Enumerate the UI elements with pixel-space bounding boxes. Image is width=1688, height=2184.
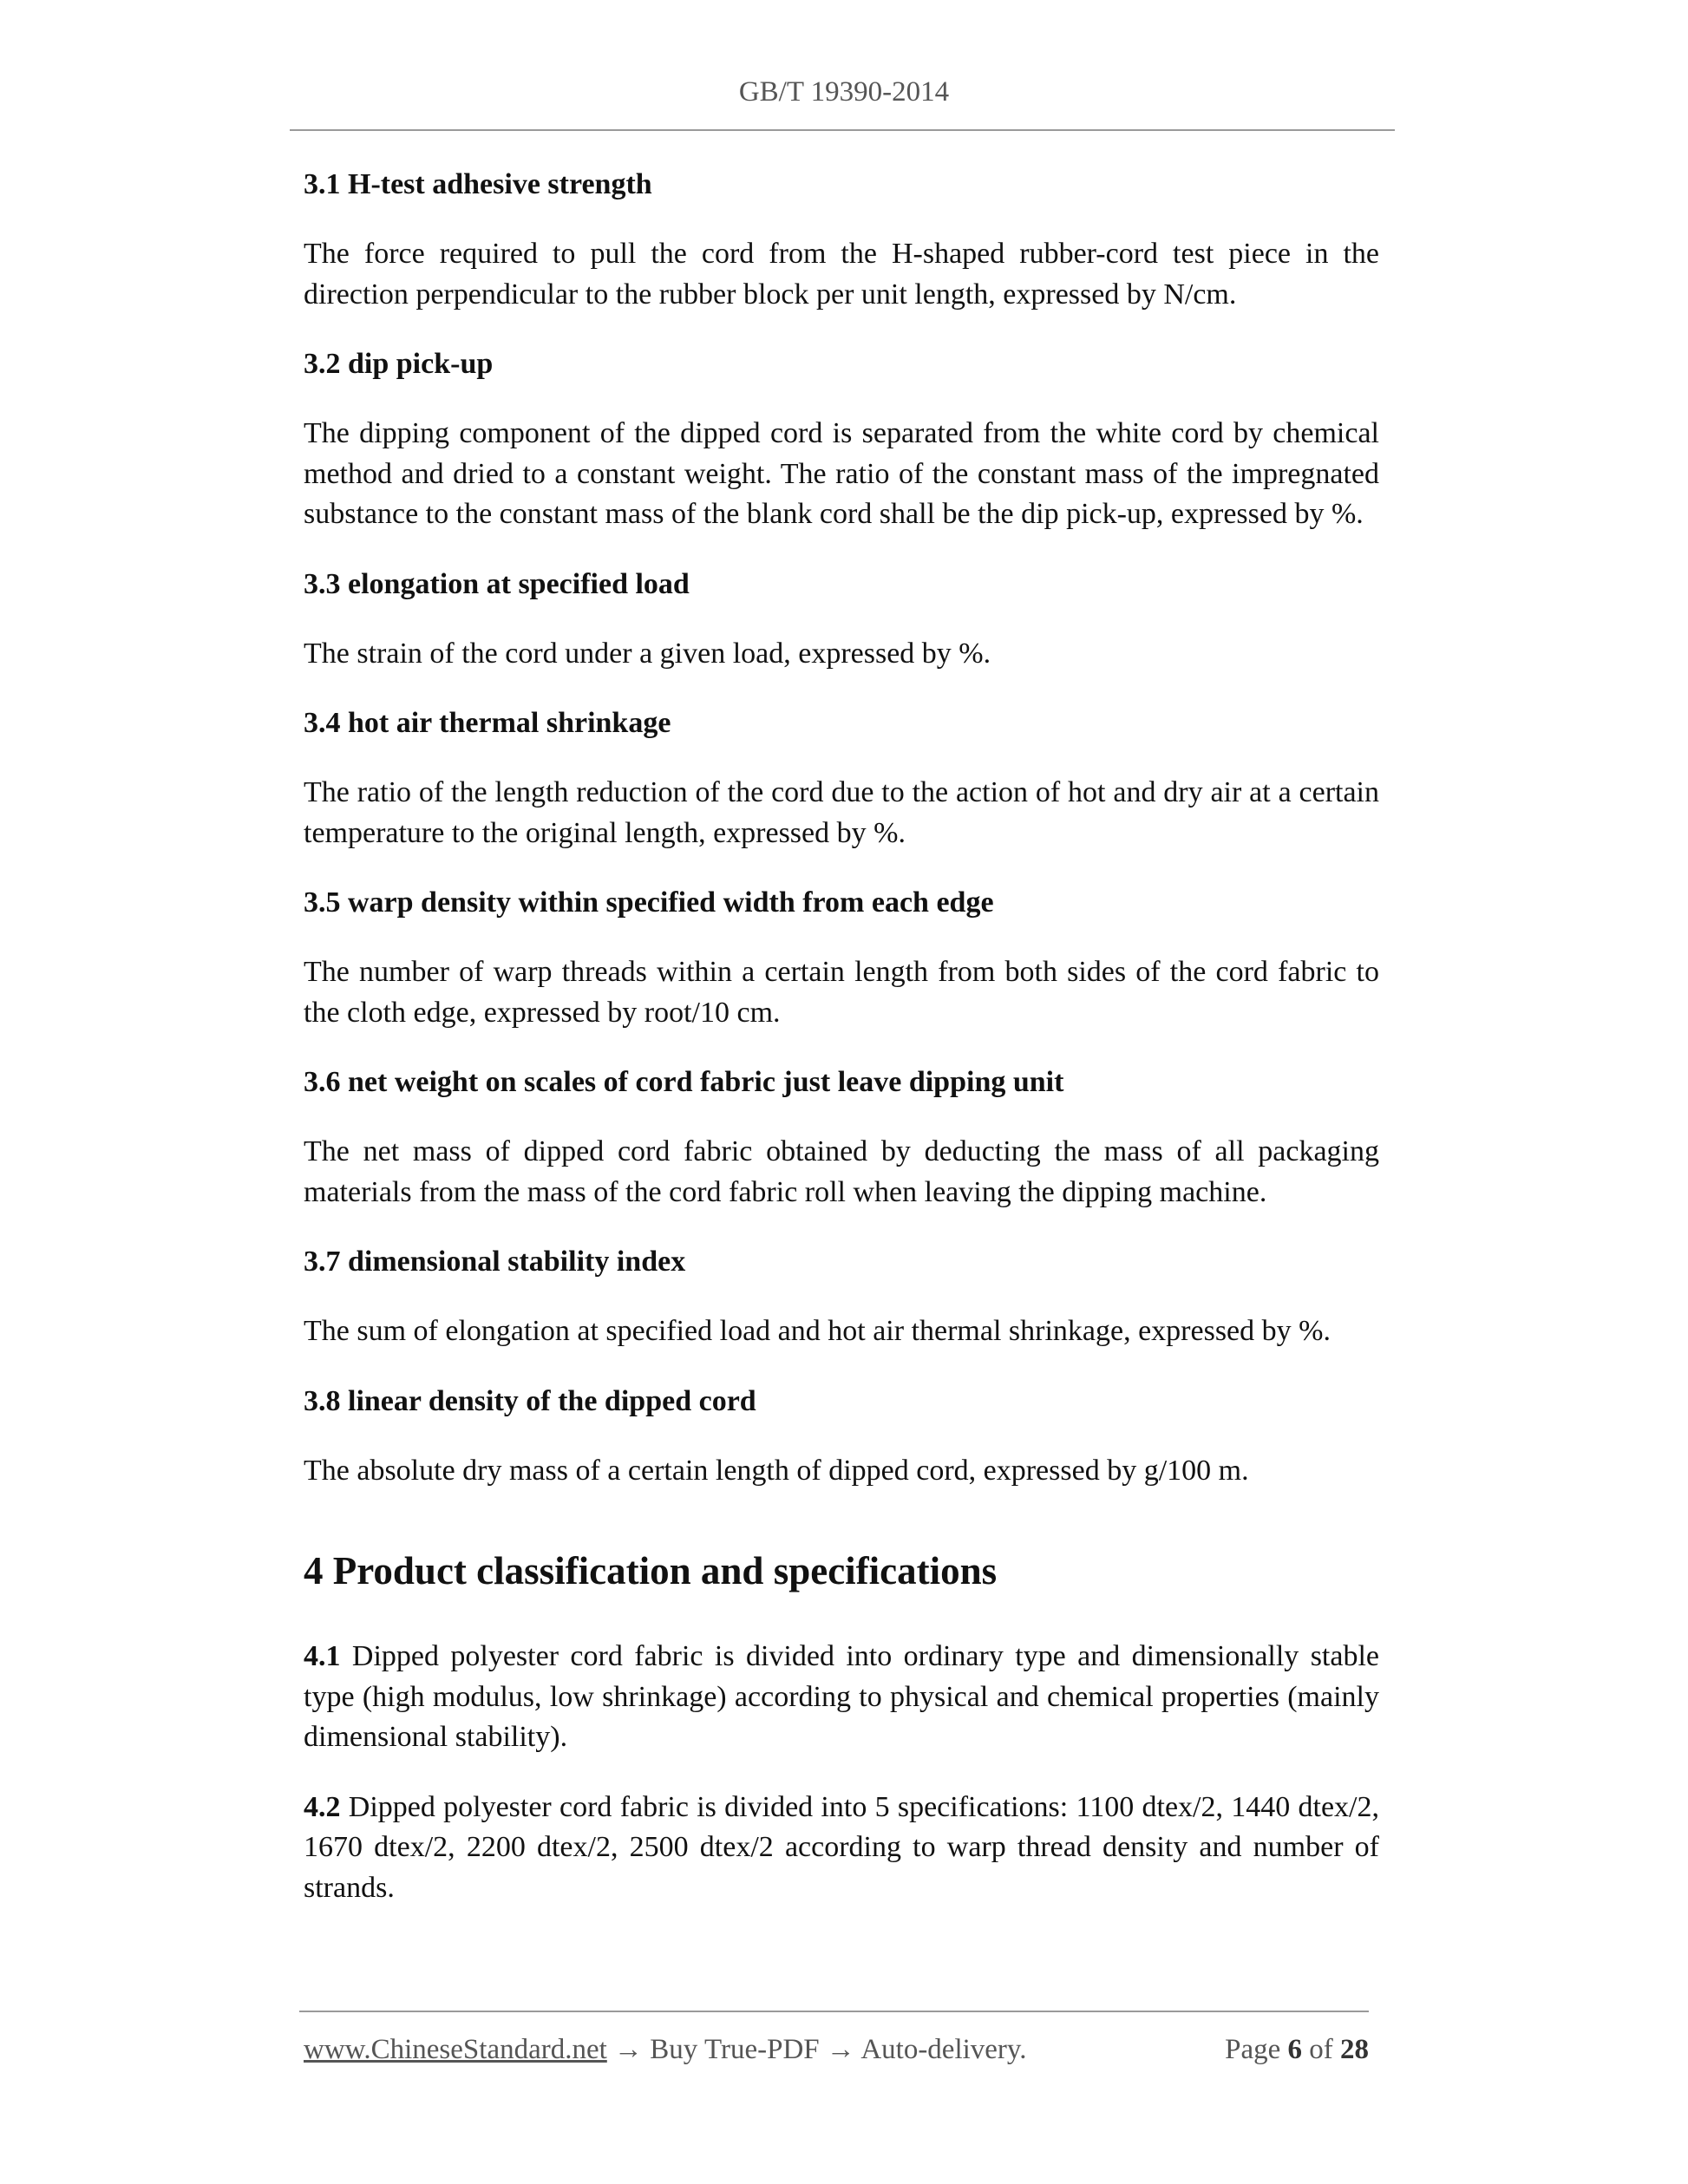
header-standard-code: GB/T 19390-2014 — [738, 76, 950, 108]
term-definition: The strain of the cord under a given load, expressed by %. — [304, 637, 991, 670]
term-heading: 3.8 linear density of the dipped cord — [304, 1384, 756, 1417]
clause-4-2 — [304, 1788, 1379, 1909]
term-3-1 — [304, 165, 1379, 315]
page-indicator — [1225, 2031, 1369, 2068]
clause-text: Dipped polyester cord fabric is divided into ordinary type and dimensionally stable type (high modulus, low shrinkage) according to physical and chemical properties (mainly dimensional stability). — [304, 1640, 1380, 1753]
term-3-3 — [304, 565, 1379, 675]
footer-promo — [304, 2031, 1027, 2068]
term-heading: 3.7 dimensional stability index — [304, 1246, 686, 1278]
term-3-8 — [304, 1382, 1379, 1492]
of-label: of — [1309, 2034, 1333, 2065]
term-3-7 — [304, 1242, 1379, 1352]
term-3-5 — [304, 883, 1379, 1033]
term-3-4 — [304, 703, 1379, 853]
clause-text: Dipped polyester cord fabric is divided into 5 specifications: 1100 dtex/2, 1440 dtex/2, 1670 dtex/2, 2200 dtex/2, 2500 dtex/2 according to warp thread density and number of strands. — [304, 1790, 1379, 1904]
clause-4-1 — [304, 1637, 1379, 1758]
clause-number: 4.1 — [304, 1640, 341, 1672]
buy-pdf-text: Buy True-PDF — [650, 2034, 820, 2065]
page-label: Page — [1225, 2034, 1281, 2065]
header-divider — [290, 129, 1395, 131]
section-4-heading: 4 Product classification and specifications — [304, 1549, 998, 1592]
clause-number: 4.2 — [304, 1790, 341, 1823]
page-number: 6 — [1287, 2034, 1302, 2065]
arrow-right-icon: → — [614, 2034, 644, 2065]
total-pages: 28 — [1340, 2034, 1369, 2065]
term-definition: The force required to pull the cord from the H-shaped rubber-cord test piece in the direction perpendicular to the rubber block per unit length, expressed by N/cm. — [304, 238, 1379, 311]
term-definition: The dipping component of the dipped cord is separated from the white cord by chemical method and dried to a constant weight. The ratio of the constant mass of the impregnated substance to the constant mass of the blank cord shall be the dip pick-up, expressed by %. — [304, 417, 1379, 530]
term-definition: The ratio of the length reduction of the cord due to the action of hot and dry air at a certain temperature to the original length, expressed by %. — [304, 776, 1379, 849]
term-heading: 3.2 dip pick-up — [304, 348, 494, 380]
term-heading: 3.3 elongation at specified load — [304, 567, 690, 600]
term-definition: The net mass of dipped cord fabric obtained by deducting the mass of all packaging materials from the mass of the cord fabric roll when leaving the dipping machine. — [304, 1135, 1379, 1208]
term-3-2 — [304, 344, 1379, 535]
term-heading: 3.6 net weight on scales of cord fabric just leave dipping unit — [304, 1066, 1064, 1098]
auto-delivery-text: Auto-delivery. — [860, 2034, 1027, 2065]
term-definition: The number of warp threads within a certain length from both sides of the cord fabric to the cloth edge, expressed by root/10 cm. — [304, 956, 1379, 1029]
term-heading: 3.1 H-test adhesive strength — [304, 168, 652, 200]
term-3-6 — [304, 1063, 1379, 1213]
website-link[interactable]: www.ChineseStandard.net — [304, 2034, 607, 2065]
main-content — [304, 165, 1379, 1938]
term-heading: 3.5 warp density within specified width from each edge — [304, 886, 994, 919]
footer-divider — [299, 2011, 1369, 2012]
term-definition: The absolute dry mass of a certain length of dipped cord, expressed by g/100 m. — [304, 1454, 1249, 1487]
arrow-right-icon: → — [826, 2034, 855, 2065]
term-definition: The sum of elongation at specified load and hot air thermal shrinkage, expressed by %. — [304, 1315, 1331, 1347]
term-heading: 3.4 hot air thermal shrinkage — [304, 707, 671, 739]
